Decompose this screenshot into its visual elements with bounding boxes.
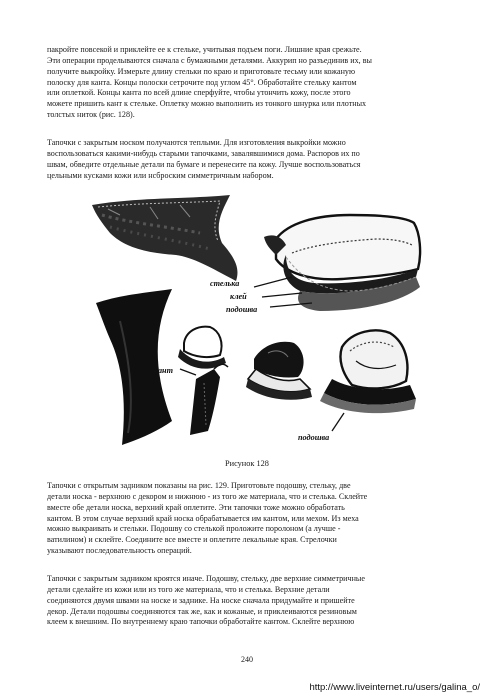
text-line: толстых ниток (рис. 128).: [47, 110, 135, 120]
text-line: декор. Детали подошвы соединяются так же, как и кожаные, и приклеиваются резиновым: [47, 606, 357, 616]
label-podoshva-top: подошва: [226, 305, 258, 314]
label-podoshva-bottom: подошва: [298, 433, 330, 442]
collar-piece: [92, 195, 237, 281]
text-line: детали носка - верхнюю с декором и нижнюю - из того же материала, что и стелька. Склейте: [47, 491, 368, 501]
text-line: или оплеткой. Концы канта по всей длине сперфуйте, чтобы утончить кожу, после этого: [47, 88, 351, 98]
text-line: Тапочки с закрытым носком получаются теплыми. Для изготовления выкройки можно: [47, 138, 346, 147]
label-stelka: стелька: [210, 279, 240, 288]
toe-piece: [178, 327, 226, 369]
text-line: детали сделайте из кожи или из того же материала, что и стелька. Верхние детали: [47, 584, 330, 594]
page-number: 240: [241, 655, 253, 664]
text-line: ватилином) и склейте. Соедините все вместе и оплетите лекальные края. Стрелочки: [47, 535, 337, 545]
footer-url: http://www.liveinternet.ru/users/galina_o/: [309, 682, 480, 693]
paragraph-2: [47, 138, 455, 181]
slipper-section: [264, 215, 420, 311]
kant-arrow: [180, 369, 196, 375]
finished-slipper: [320, 330, 416, 413]
text-line: швам, обведите отдельные детали па бумаге и перенесите па кожу. Лучше воспользоваться: [47, 159, 361, 169]
text-line: получите выкройку. Измерьте длину стельки по краю и приготовьте тесьму или кожаную: [47, 66, 355, 76]
text-line: пакройте повсекой и приклейте ее к стельке, учитывая подъем поги. Лишние края срежьте.: [47, 45, 362, 54]
figure-128: [80, 193, 432, 453]
text-line: Тапочки с открытым задником показаны на рис. 129. Приготовьте подошву, стельку, две: [47, 481, 351, 490]
text-line: соединяются двумя швами на носке и заднике. На носке сначала придумайте и пришейте: [47, 595, 355, 605]
label-klei: клей: [230, 292, 247, 301]
text-line: можете пришить кант к стельке. Оплетку можно выполнить из тонкого шнурка или плотных: [47, 99, 367, 109]
text-line: Тапочки с закрытым задником кроятся иначе. Подошву, стельку, две верхние симметричные: [47, 574, 365, 583]
text-line: кантом. В этом случае верхний край носка обрабатывается им кантом, или мехом. Из меха: [47, 513, 359, 523]
label-kant: кант: [154, 366, 173, 375]
text-line: Эти операции проделываются сначала с бумажными деталями. Аккурип но разъединив их, вы: [47, 55, 372, 65]
text-line: цельными кусками кожи или нсброским симметричным набором.: [47, 170, 274, 180]
text-line: указывают последовательность операций.: [47, 546, 192, 556]
text-line: вместе обе детали носка, верхний край оплетите. Эти тапочки тоже можно обработать: [47, 502, 345, 512]
paragraph-3: [47, 481, 455, 557]
figure-caption: Рисунок 128: [225, 459, 269, 468]
podoshva-arrow: [332, 413, 344, 431]
toe-assembly: [246, 342, 312, 400]
text-line: клеем к внешним. По внутреннему краю тапочки обработайте кантом. Склейте верхнюю: [47, 617, 355, 627]
text-line: полоску для канта. Концы полоски сетрочите под углом 45°. Обработайте стельку кантом: [47, 77, 357, 87]
text-line: можно выкраивать и стельки. Подошву со стелькой проложите поролоном (а лучше -: [47, 524, 341, 534]
paragraph-1: [47, 45, 455, 121]
text-line: воспользоваться какими-нибудь старыми тапочками, завалявшимися дома. Распоров их по: [47, 148, 360, 158]
paragraph-4: [47, 574, 455, 628]
